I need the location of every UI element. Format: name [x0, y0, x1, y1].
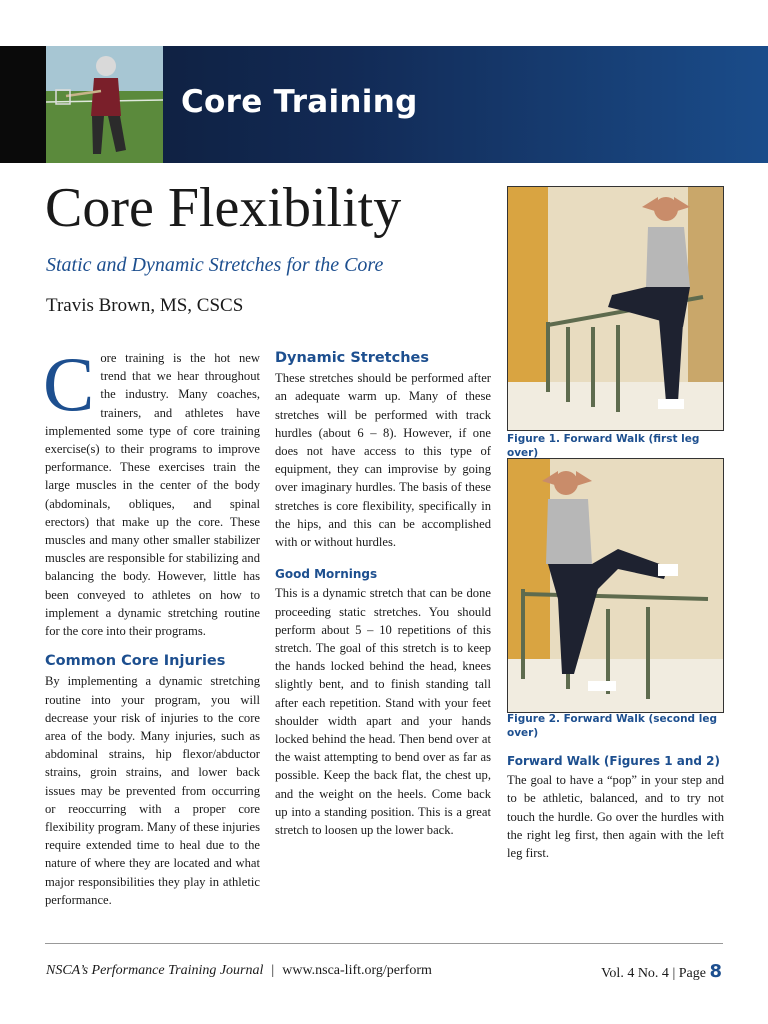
page-number: 8 — [709, 961, 722, 982]
paragraph-forward-walk: The goal to have a “pop” in your step and to be athletic, balanced, and to try not touch the hurdle. Go over the hurdles with the right leg first, then again with the left leg first. — [507, 773, 724, 861]
figure-2-caption: Figure 2. Forward Walk (second leg over) — [507, 713, 717, 739]
drop-cap: C — [43, 341, 95, 427]
heading-dynamic-stretches: Dynamic Stretches — [275, 350, 429, 366]
column-3 — [507, 752, 724, 862]
column-2 — [275, 349, 491, 839]
intro-text: ore training is the hot new trend that we hear throughout the industry. Many coaches, trainers, and athletes have implemented some type of core training exercise(s) to their programs to improve performance. These exercises train the large muscles in the center of the body (abdominals, obliques, and spinal erectors) that make up the core. These muscles and many other smaller stabilizer muscles are responsible for stabilizing and balancing the body. However, little has been conveyed to athletes on how to implement a dynamic stretching routine for the core into their programs. — [45, 351, 260, 639]
heading-common-core-injuries: Common Core Injuries — [45, 653, 226, 670]
footer-separator-right: | — [672, 966, 676, 981]
footer-separator: | — [271, 963, 275, 978]
footer-journal-info — [46, 963, 432, 979]
figure-1-caption: Figure 1. Forward Walk (first leg over) — [507, 433, 700, 459]
article-author: Travis Brown, MS, CSCS — [46, 295, 244, 316]
article-title: Core Flexibility — [45, 177, 402, 239]
section-title: Core Training — [181, 84, 418, 120]
paragraph-good-mornings: This is a dynamic stretch that can be done proceeding static stretches. You should perform about 5 – 10 repetitions of this stretch. The goal of this stretch is to keep the hands locked behind the head, knees slightly bent, and to finish standing tall after each repetition. Stand with your feet shoulder width apart and your hands locked behind the head. Then bend over at the waist attempting to bend over as far as possible. Keep the back flat, the chest up, and the weight on the heels. Come back up into a standing position. This is a great stretch to loosen up the lower back. — [275, 586, 491, 838]
column-1 — [43, 341, 260, 909]
figure-1-photo — [507, 186, 724, 431]
banner-black-strip — [0, 46, 46, 163]
footer-page-info — [601, 961, 722, 982]
article-subtitle: Static and Dynamic Stretches for the Core — [46, 254, 384, 276]
header-banner — [0, 46, 768, 163]
heading-forward-walk: Forward Walk (Figures 1 and 2) — [507, 754, 720, 768]
figure-2-photo — [507, 458, 724, 713]
paragraph-common-core-injuries: By implementing a dynamic stretching routine into your program, you will decrease your risk of injuries to the core area of the body. Many injuries, such as abdominal strains, hip flexor/abductor strains, groin strains, and lower back issues may be prevented from occurring or reoccurring with a proper core flexibility program. Many of these injuries require extended time to heal due to the nature of where they are located and what major responsibilities they play in athletic performance. — [45, 674, 260, 907]
journal-name: NSCA’s Performance Training Journal — [46, 963, 264, 978]
paragraph-dynamic-stretches: These stretches should be performed after an adequate warm up. Many of these stretches will be performed with track hurdles (about 6 – 8). However, if one does not have access to this type of equipment, they can improvise by going over imaginary hurdles. The basis of these stretches is core flexibility, specifically in the hips, and this can be accomplished with or without hurdles. — [275, 371, 491, 550]
journal-url[interactable]: www.nsca-lift.org/perform — [282, 963, 432, 978]
volume-label: Vol. 4 No. 4 — [601, 966, 669, 981]
banner-lacrosse-photo — [46, 46, 163, 163]
footer-divider — [45, 943, 723, 944]
page-label: Page — [678, 966, 706, 981]
heading-good-mornings: Good Mornings — [275, 567, 378, 582]
intro-paragraph — [43, 341, 260, 640]
